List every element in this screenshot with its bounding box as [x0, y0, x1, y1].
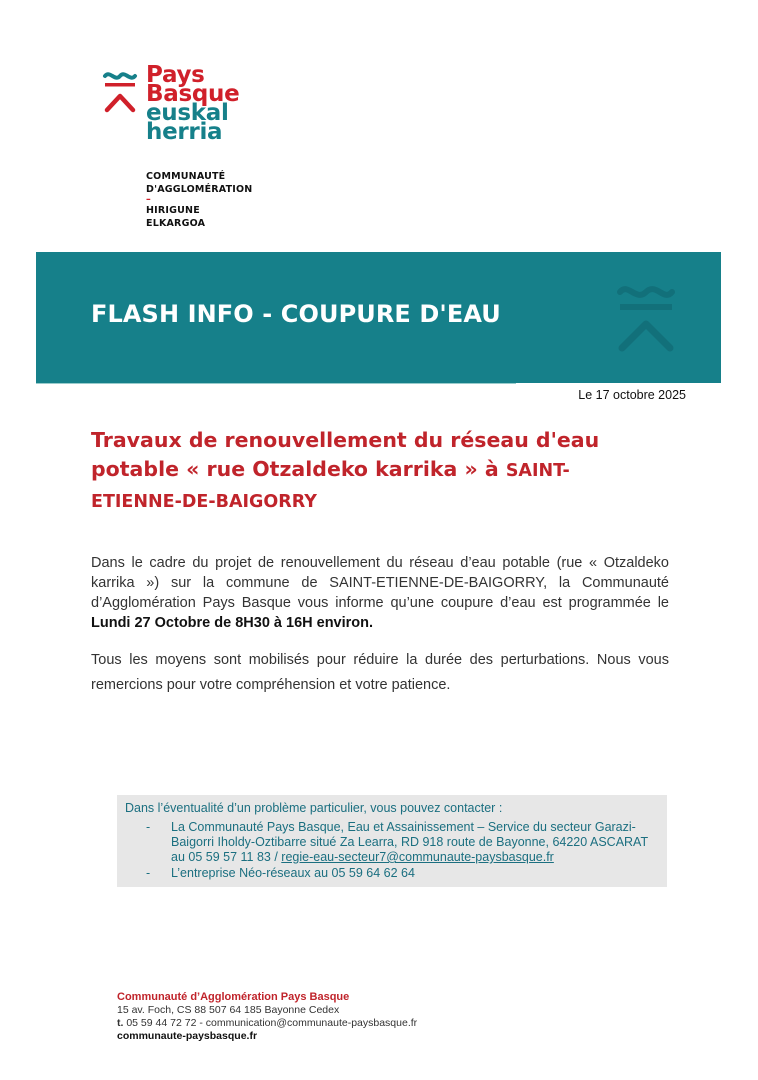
- document-date: Le 17 octobre 2025: [578, 388, 686, 402]
- logo-sub-line1: COMMUNAUTÉ: [146, 171, 226, 182]
- footer-address: 15 av. Foch, CS 88 507 64 185 Bayonne Cedex: [117, 1004, 340, 1016]
- paragraph-announcement-text: Dans le cadre du projet de renouvellement du réseau d’eau potable (rue « Otzaldeko karrika ») sur la commune de SAINT-ETIENNE-DE-BAIGORRY, la Communauté d’Agglomération Pays Basque vous informe qu’une coupure d’eau est programmée le: [91, 555, 669, 611]
- banner-title: FLASH INFO - COUPURE D'EAU: [91, 300, 501, 328]
- outage-datetime: Lundi 27 Octobre de 8H30 à 16H environ.: [91, 615, 374, 631]
- logo-divider: –: [146, 194, 151, 205]
- logo-word-herria: herria: [146, 119, 223, 145]
- banner-underline: [36, 383, 516, 384]
- contact-email-link[interactable]: regie-eau-secteur7@communaute-paysbasque.fr: [281, 850, 554, 864]
- footer-phone-email: 05 59 44 72 72 - communication@communaute-paysbasque.fr: [123, 1017, 418, 1029]
- page-footer: [117, 991, 417, 1043]
- basque-logo-mark-icon: [102, 70, 138, 114]
- footer-org-name: Communauté d’Agglomération Pays Basque: [117, 991, 350, 1003]
- headline: [91, 426, 611, 517]
- contact-box: [117, 795, 667, 887]
- contact-item-line1: La Communauté Pays Basque, Eau et Assainissement – Service du secteur Garazi-: [171, 820, 636, 834]
- contact-item-community: [171, 820, 661, 865]
- logo-sub-line2: D'AGGLOMÉRATION: [146, 184, 253, 195]
- logo-word-pays: Pays: [146, 62, 205, 88]
- contact-bullet: -: [146, 820, 151, 834]
- paragraph-announcement: [91, 553, 669, 633]
- logo-word-basque: Basque: [146, 81, 240, 107]
- contact-item-line2: Baigorri Iholdy-Oztibarre situé Za Learra, RD 918 route de Bayonne, 64220 ASCARAT: [171, 835, 649, 849]
- contact-bullet: -: [146, 866, 151, 880]
- logo-sub-line4: ELKARGOA: [146, 218, 206, 229]
- logo-word-euskal: euskal: [146, 100, 229, 126]
- contact-intro: Dans l’éventualité d’un problème particulier, vous pouvez contacter :: [125, 801, 503, 815]
- headline-commune: SAINT-ETIENNE-DE-BAIGORRY: [91, 461, 570, 512]
- contact-item-company: L’entreprise Néo-réseaux au 05 59 64 62 64: [171, 866, 415, 880]
- paragraph-thanks: Tous les moyens sont mobilisés pour réduire la durée des perturbations. Nous vous remercions pour votre compréhension et votre patience.: [91, 652, 669, 693]
- footer-phone-label: t.: [117, 1017, 124, 1029]
- footer-contact-line: [117, 1017, 417, 1030]
- footer-website-link[interactable]: communaute-paysbasque.fr: [117, 1030, 258, 1042]
- headline-main: Travaux de renouvellement du réseau d'eau potable « rue Otzaldeko karrika » à: [91, 428, 600, 481]
- contact-phone: au 05 59 57 11 83 /: [171, 850, 282, 864]
- logo-wordmark: [146, 62, 240, 145]
- agglomeration-logo: [102, 62, 302, 238]
- contact-item-line3: [171, 850, 661, 865]
- basque-watermark-icon: [614, 282, 678, 354]
- flash-info-banner: [36, 252, 721, 383]
- logo-subtitle: [146, 170, 252, 230]
- logo-sub-line3: HIRIGUNE: [146, 205, 200, 216]
